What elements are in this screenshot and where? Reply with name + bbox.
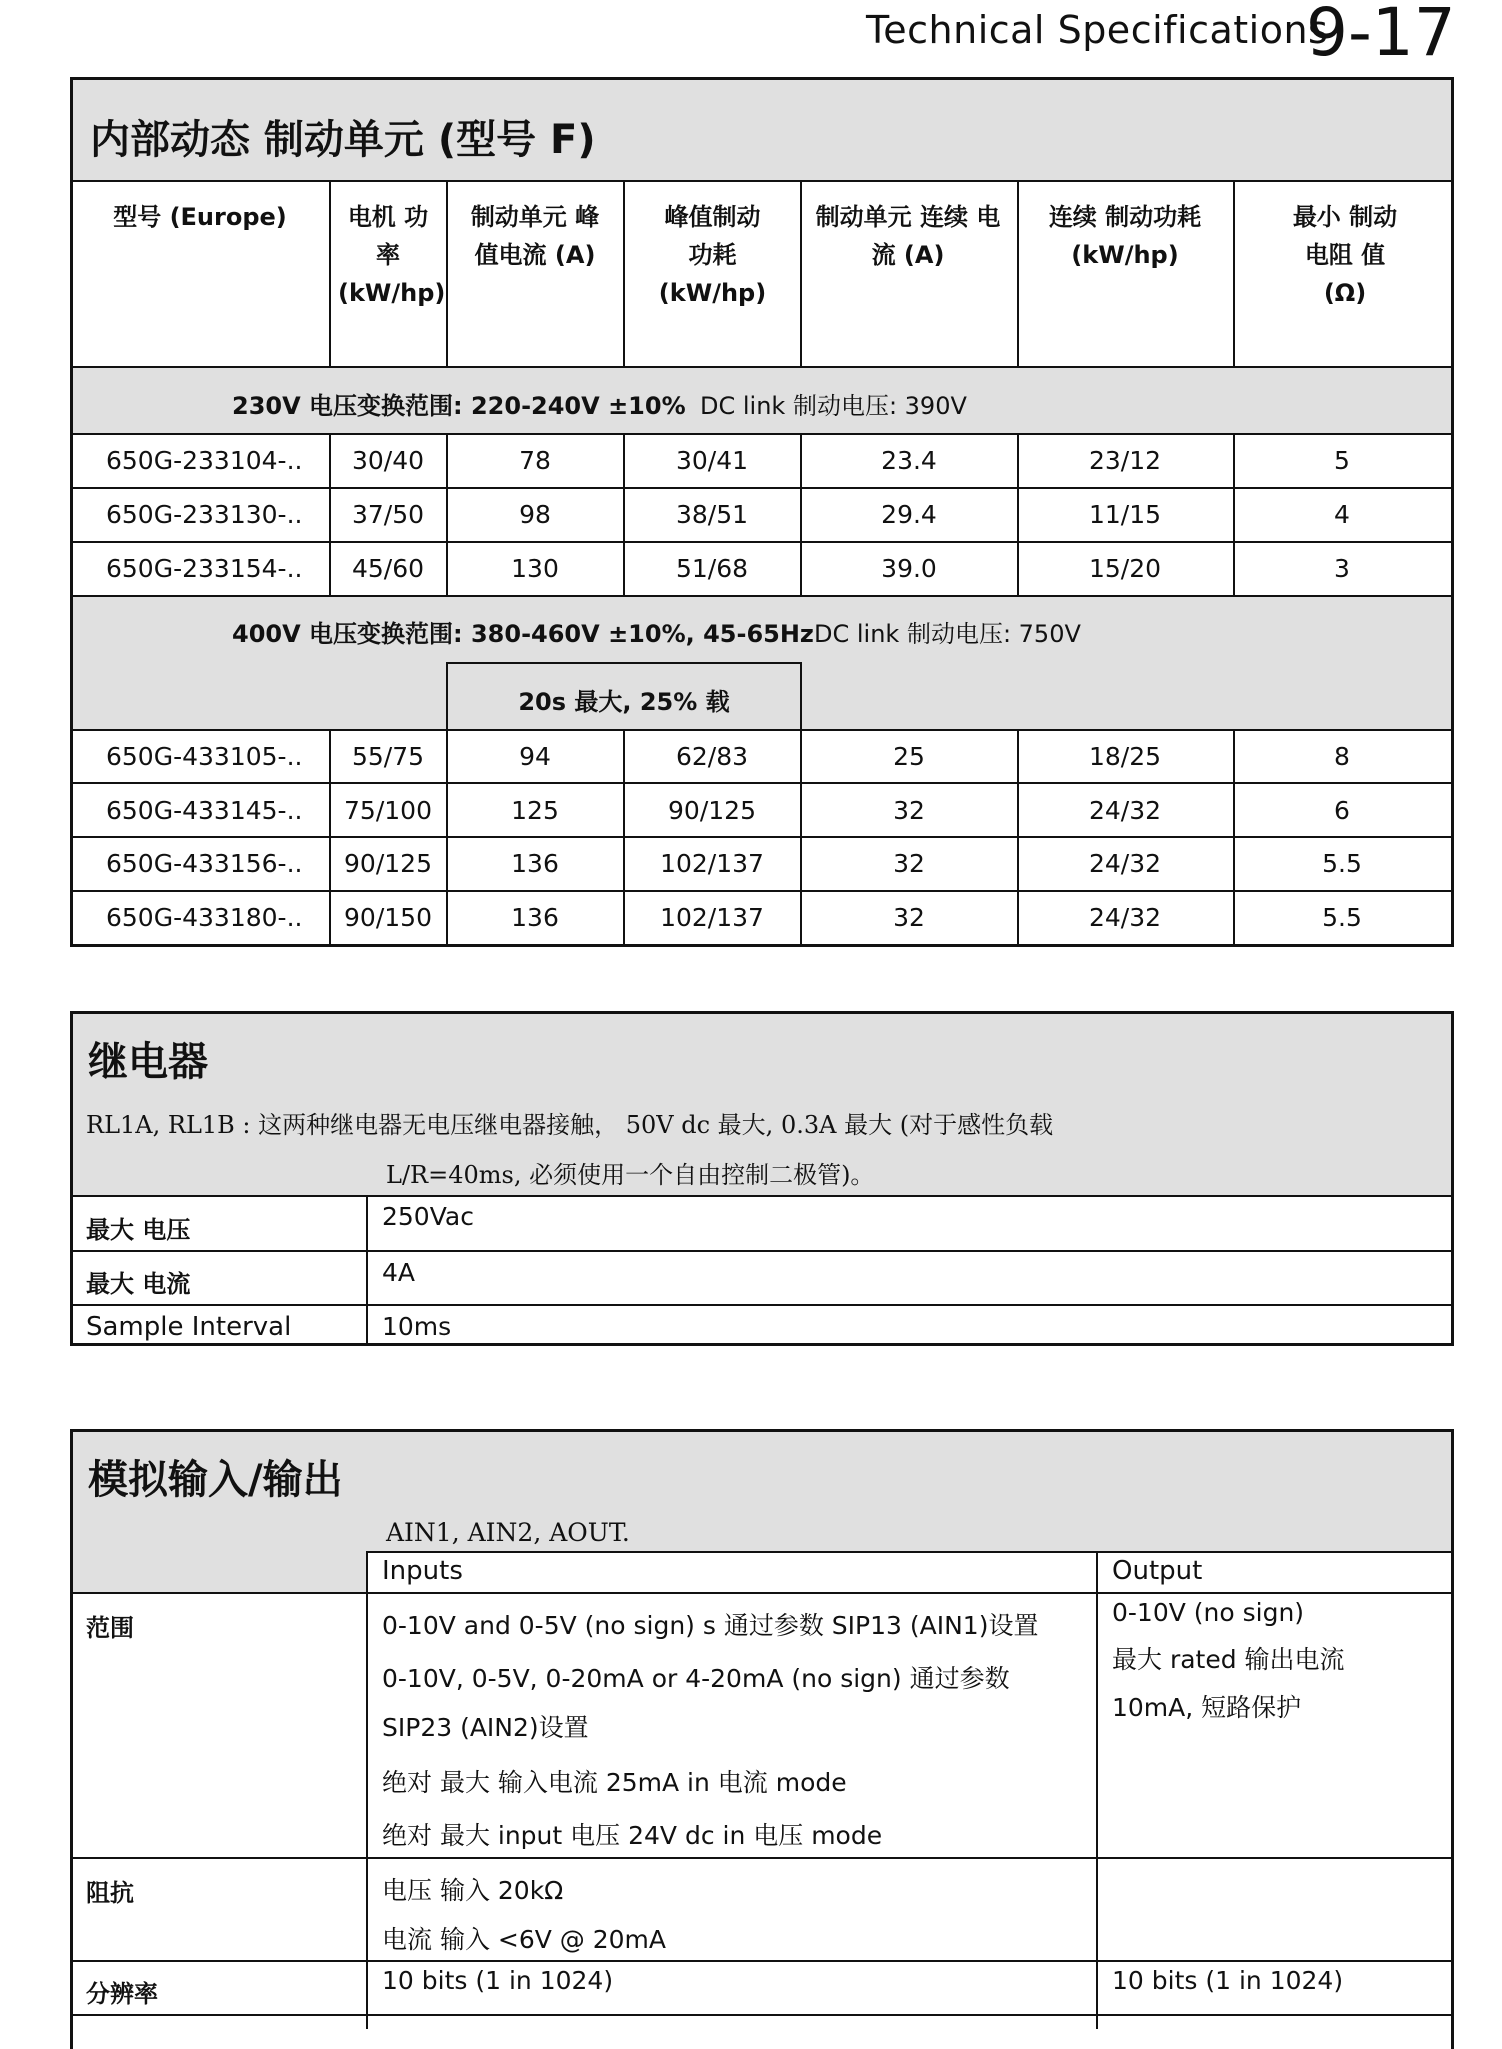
analog-title: 模拟输入/输出	[88, 1457, 343, 1503]
table-cell: 32	[893, 903, 925, 932]
table-cell: 102/137	[660, 849, 764, 878]
impedance-line: 电压 输入 20kΩ	[382, 1876, 564, 1905]
impedance-label: 阻抗	[86, 1879, 134, 1907]
table-cell: 25	[893, 742, 925, 771]
relay-value-sample: 10ms	[382, 1312, 452, 1341]
range-output-line: 0-10V (no sign)	[1112, 1598, 1305, 1627]
impedance-line: 电流 输入 <6V @ 20mA	[382, 1925, 667, 1954]
table-cell: 38/51	[675, 500, 749, 529]
resolution-label: 分辨率	[86, 1980, 158, 2008]
col-inputs: Inputs	[382, 1556, 463, 1586]
table-cell: 23/12	[1088, 446, 1162, 475]
table-cell: 45/60	[351, 554, 425, 583]
table-cell: 650G-433105-..	[106, 742, 303, 771]
table-cell: 90/125	[668, 796, 756, 825]
table-cell: 24/32	[1088, 796, 1162, 825]
group-400-range: 400V 电压变换范围: 380-460V ±10%, 45-65Hz	[232, 620, 814, 648]
table-cell: 23.4	[881, 446, 937, 475]
relay-desc-line2: L/R=40ms, 必须使用一个自由控制二极管)。	[386, 1161, 875, 1189]
table-cell: 18/25	[1088, 742, 1162, 771]
relay-label-voltage: 最大 电压	[86, 1216, 191, 1244]
table-cell: 8	[1334, 742, 1350, 771]
table-cell: 37/50	[351, 500, 425, 529]
analog-subtitle: AIN1, AIN2, AOUT.	[386, 1518, 630, 1547]
resolution-input: 10 bits (1 in 1024)	[382, 1966, 614, 1995]
table-cell: 78	[519, 446, 551, 475]
braking-title: 内部动态 制动单元 (型号 F)	[90, 117, 596, 163]
table-cell: 650G-233130-..	[106, 500, 303, 529]
table-cell: 30/41	[675, 446, 749, 475]
col-header-model: 型号 (Europe)	[113, 203, 287, 231]
range-input-line: 0-10V, 0-5V, 0-20mA or 4-20mA (no sign) 通过参数	[382, 1664, 1010, 1693]
group-400-dc: DC link 制动电压: 750V	[814, 620, 1081, 648]
table-cell: 650G-433156-..	[106, 849, 303, 878]
table-cell: 3	[1334, 554, 1350, 583]
table-cell: 136	[511, 849, 559, 878]
page-number: 9-17	[1306, 0, 1456, 71]
table-cell: 11/15	[1088, 500, 1162, 529]
group-400-note: 20s 最大, 25% 载	[518, 688, 730, 716]
table-cell: 650G-433145-..	[106, 796, 303, 825]
col-header-min-resistance: 最小 制动电阻 值 (Ω)	[1292, 203, 1398, 307]
table-cell: 98	[519, 500, 551, 529]
table-cell: 15/20	[1088, 554, 1162, 583]
range-label: 范围	[86, 1614, 134, 1642]
relay-value-current: 4A	[382, 1258, 416, 1287]
range-input-line: SIP23 (AIN2)设置	[382, 1713, 589, 1742]
table-cell: 650G-233104-..	[106, 446, 303, 475]
table-cell: 650G-433180-..	[106, 903, 303, 932]
col-header-continuous-current: 制动单元 连续 电流 (A)	[815, 203, 1001, 269]
col-header-motor-power: 电机 功率 (kW/hp)	[338, 203, 446, 307]
col-header-peak-current: 制动单元 峰值电流 (A)	[470, 203, 600, 269]
range-output-line: 最大 rated 输出电流	[1112, 1645, 1345, 1674]
table-cell: 32	[893, 849, 925, 878]
relay-value-voltage: 250Vac	[382, 1202, 474, 1231]
table-cell: 29.4	[881, 500, 937, 529]
table-cell: 39.0	[881, 554, 937, 583]
table-cell: 650G-233154-..	[106, 554, 303, 583]
table-cell: 51/68	[675, 554, 749, 583]
table-cell: 30/40	[351, 446, 425, 475]
table-cell: 102/137	[660, 903, 764, 932]
table-cell: 32	[893, 796, 925, 825]
table-cell: 62/83	[675, 742, 749, 771]
table-cell: 90/125	[344, 849, 432, 878]
table-cell: 4	[1334, 500, 1350, 529]
relay-label-sample: Sample Interval	[86, 1312, 292, 1342]
table-cell: 136	[511, 903, 559, 932]
section-title: Technical Specifications	[866, 8, 1329, 52]
table-cell: 5.5	[1322, 903, 1362, 932]
relay-title: 继电器	[88, 1039, 208, 1085]
relay-label-current: 最大 电流	[86, 1270, 191, 1298]
range-input-line: 绝对 最大 输入电流 25mA in 电流 mode	[382, 1768, 847, 1797]
table-cell: 5.5	[1322, 849, 1362, 878]
col-output: Output	[1112, 1556, 1203, 1586]
range-input-line: 绝对 最大 input 电压 24V dc in 电压 mode	[382, 1821, 883, 1850]
col-header-peak-dissipation: 峰值制动 功耗 (kW/hp)	[658, 203, 767, 307]
range-output-line: 10mA, 短路保护	[1112, 1693, 1302, 1722]
resolution-output: 10 bits (1 in 1024)	[1112, 1966, 1344, 1995]
table-cell: 125	[511, 796, 559, 825]
table-cell: 24/32	[1088, 849, 1162, 878]
table-cell: 90/150	[344, 903, 432, 932]
table-cell: 94	[519, 742, 551, 771]
group-230-dc: DC link 制动电压: 390V	[700, 392, 967, 420]
table-cell: 130	[511, 554, 559, 583]
analog-col-header-band	[368, 1553, 1451, 1593]
table-cell: 24/32	[1088, 903, 1162, 932]
col-header-continuous-dissipation: 连续 制动功耗 (kW/hp)	[1048, 203, 1202, 269]
group-230-range: 230V 电压变换范围: 220-240V ±10%	[232, 392, 686, 420]
relay-desc-line1: RL1A, RL1B : 这两种继电器无电压继电器接触， 50V dc 最大, 0.3A 最大 (对于感性负载	[86, 1111, 1054, 1139]
table-cell: 6	[1334, 796, 1350, 825]
table-cell: 55/75	[351, 742, 425, 771]
range-input-line: 0-10V and 0-5V (no sign) s 通过参数 SIP13 (AIN1)设置	[382, 1611, 1039, 1640]
table-cell: 5	[1334, 446, 1350, 475]
table-cell: 75/100	[344, 796, 432, 825]
